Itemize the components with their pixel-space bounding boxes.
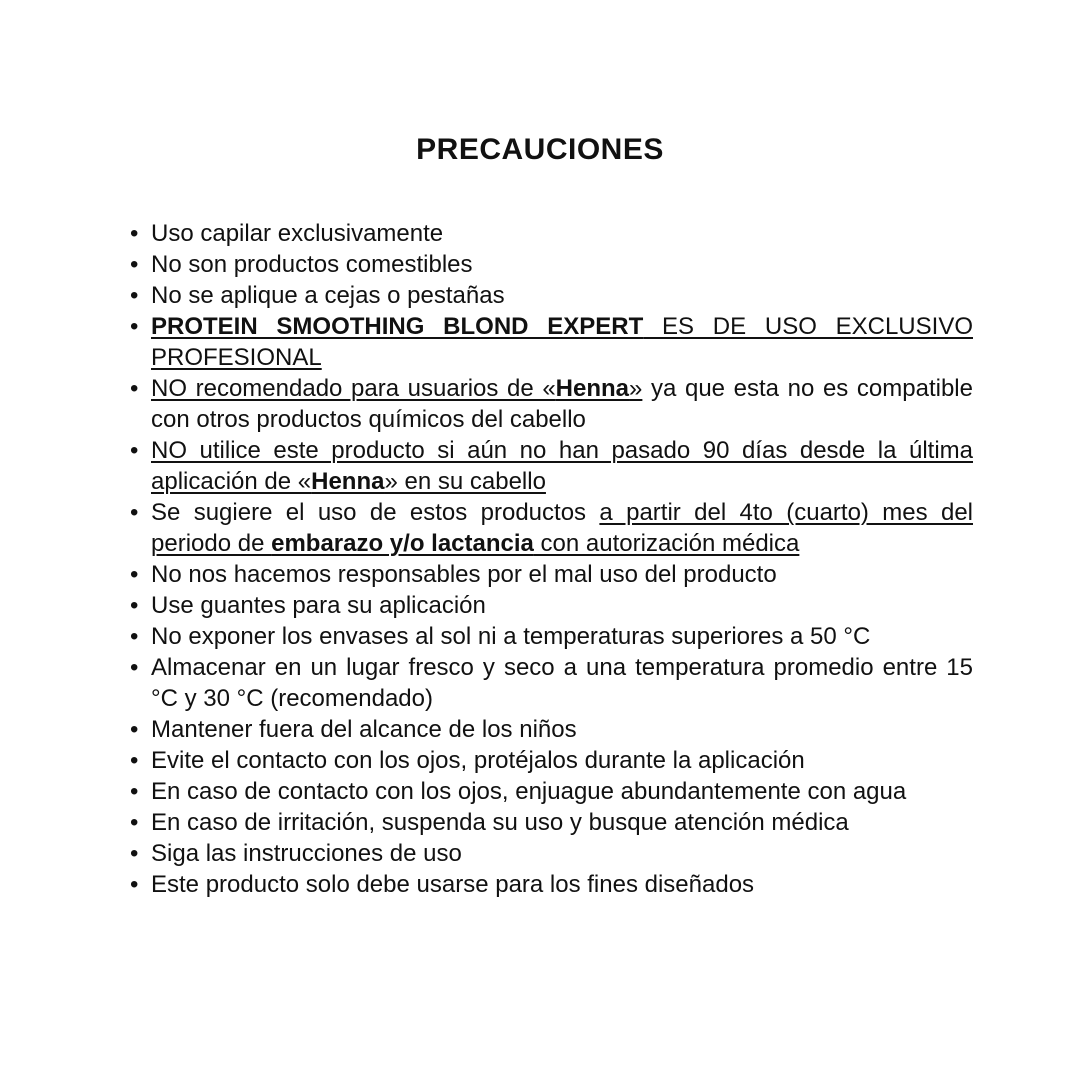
list-item	[130, 869, 973, 900]
bullet-icon: •	[130, 716, 139, 743]
precautions-list	[130, 218, 973, 900]
text-segment: Use guantes para su aplicación	[151, 592, 486, 619]
list-item-line	[151, 683, 973, 714]
list-item	[130, 807, 973, 838]
text-segment: En caso de contacto con los ojos, enjuague abundantemente con agua	[151, 778, 907, 805]
text-segment: » en su cabello	[384, 468, 546, 495]
bullet-icon: •	[130, 809, 139, 836]
text-segment: PROTEIN SMOOTHING BLOND EXPERT	[151, 313, 644, 340]
bullet-icon: •	[130, 375, 139, 402]
list-item	[130, 280, 973, 311]
text-segment: No exponer los envases al sol ni a temperaturas superiores a 50 °C	[151, 623, 871, 650]
list-item-line	[151, 311, 973, 342]
bullet-icon: •	[130, 778, 139, 805]
list-item-line	[151, 404, 973, 435]
bullet-icon: •	[130, 220, 139, 247]
list-item	[130, 218, 973, 249]
text-segment: Siga las instrucciones de uso	[151, 840, 462, 867]
list-item-line	[151, 218, 973, 249]
list-item-line	[151, 621, 973, 652]
list-item-line	[151, 838, 973, 869]
text-segment: aplicación de «	[151, 468, 312, 495]
text-segment: PROFESIONAL	[151, 344, 322, 371]
text-segment: Este producto solo debe usarse para los fines diseñados	[151, 871, 755, 898]
list-item	[130, 838, 973, 869]
list-item-line	[151, 249, 973, 280]
list-item-line	[151, 435, 973, 466]
text-segment: embarazo y/o lactancia	[271, 530, 534, 557]
list-item	[130, 621, 973, 652]
text-segment: con otros productos químicos del cabello	[151, 406, 586, 433]
list-item	[130, 311, 973, 373]
list-item-line	[151, 466, 973, 497]
list-item-line	[151, 280, 973, 311]
list-item-line	[151, 652, 973, 683]
list-item-line	[151, 590, 973, 621]
text-segment: ya que esta no es compatible	[642, 375, 973, 402]
list-item-line	[151, 559, 973, 590]
list-item-line	[151, 528, 973, 559]
bullet-icon: •	[130, 654, 139, 681]
bullet-icon: •	[130, 747, 139, 774]
bullet-icon: •	[130, 282, 139, 309]
list-item	[130, 373, 973, 435]
text-segment: Uso capilar exclusivamente	[151, 220, 444, 247]
text-segment: NO utilice este producto si aún no han pasado 90 días desde la última	[151, 437, 973, 464]
bullet-icon: •	[130, 561, 139, 588]
text-segment: ES DE USO EXCLUSIVO	[643, 313, 973, 340]
bullet-icon: •	[130, 499, 139, 526]
bullet-icon: •	[130, 313, 139, 340]
text-segment: Henna	[311, 468, 385, 495]
text-segment: a partir del 4to (cuarto) mes del	[599, 499, 973, 526]
text-segment: NO recomendado para usuarios de «	[151, 375, 556, 402]
list-item	[130, 249, 973, 280]
list-item-line	[151, 745, 973, 776]
list-item	[130, 652, 973, 714]
bullet-icon: •	[130, 871, 139, 898]
list-item-line	[151, 869, 973, 900]
bullet-icon: •	[130, 592, 139, 619]
text-segment: En caso de irritación, suspenda su uso y busque atención médica	[151, 809, 849, 836]
text-segment: Evite el contacto con los ojos, protéjalos durante la aplicación	[151, 747, 805, 774]
list-item-line	[151, 342, 973, 373]
text-segment: »	[629, 375, 643, 402]
page-title: PRECAUCIONES	[416, 133, 664, 166]
list-item	[130, 435, 973, 497]
text-segment: con autorización médica	[533, 530, 800, 557]
bullet-icon: •	[130, 623, 139, 650]
list-item	[130, 776, 973, 807]
text-segment: periodo de	[151, 530, 272, 557]
bullet-icon: •	[130, 437, 139, 464]
list-item	[130, 714, 973, 745]
list-item	[130, 745, 973, 776]
text-segment: °C y 30 °C (recomendado)	[151, 685, 433, 712]
list-item-line	[151, 373, 973, 404]
list-item	[130, 559, 973, 590]
list-item-line	[151, 714, 973, 745]
text-segment: No nos hacemos responsables por el mal uso del producto	[151, 561, 777, 588]
bullet-icon: •	[130, 840, 139, 867]
list-item	[130, 590, 973, 621]
list-item-line	[151, 807, 973, 838]
text-segment: Henna	[555, 375, 630, 402]
bullet-icon: •	[130, 251, 139, 278]
text-segment: Mantener fuera del alcance de los niños	[151, 716, 577, 743]
text-segment: Almacenar en un lugar fresco y seco a una temperatura promedio entre 15	[151, 654, 973, 681]
list-item	[130, 497, 973, 559]
text-segment: No se aplique a cejas o pestañas	[151, 282, 505, 309]
text-segment: Se sugiere el uso de estos productos	[151, 499, 600, 526]
list-item-line	[151, 776, 973, 807]
text-segment: No son productos comestibles	[151, 251, 473, 278]
list-item-line	[151, 497, 973, 528]
